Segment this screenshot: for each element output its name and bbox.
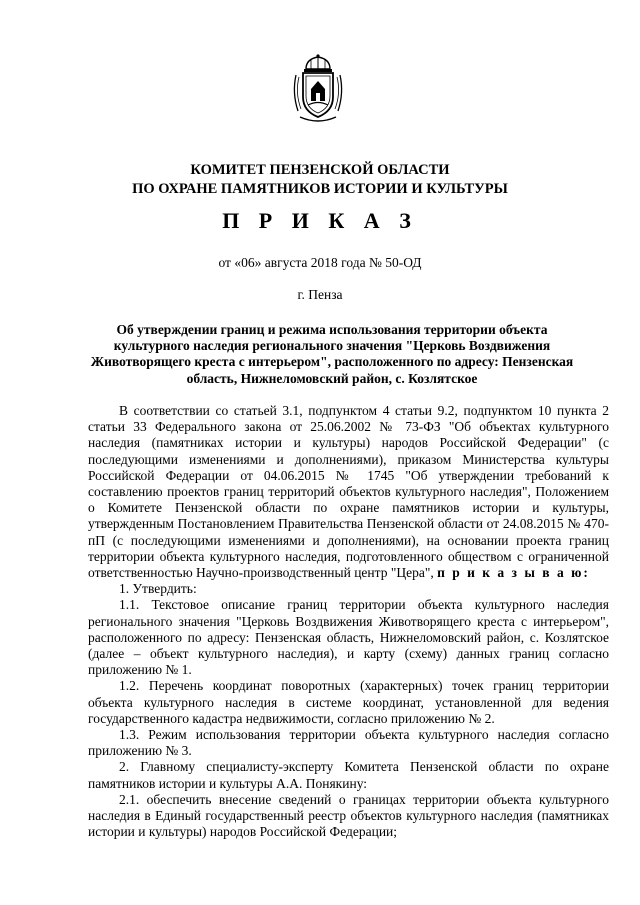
item-1-2: 1.2. Перечень координат поворотных (характерных) точек границ территории объекта культурного наследия в системе координат, установленной для ведения государственного кадастра недвижимости, согласно приложению № 2.: [88, 678, 609, 726]
item-1-1: 1.1. Текстовое описание границ территории объекта культурного наследия регионального значения "Церковь Воздвижения Животворящего креста с интерьером", расположенного по адресу: Пензенская область, Нижнеломовский район, с. Козлятское (далее – объект культурного наследия), и карту (схему) данных границ согласно приложению № 1.: [88, 597, 609, 678]
order-body: [88, 403, 609, 840]
item-2: 2. Главному специалисту-эксперту Комитета Пензенской области по охране памятников истории и культуры А.А. Понякину:: [88, 759, 609, 791]
date-and-number: от «06» августа 2018 года № 50-ОД: [218, 255, 422, 270]
item-2-1: 2.1. обеспечить внесение сведений о границах территории объекта культурного наследия в Единый государственный реестр объектов культурного наследия (памятниках истории и культуры) народов Российской Федерации;: [88, 791, 609, 840]
preamble-text: В соответствии со статьей 3.1, подпунктом 4 статьи 9.2, подпунктом 10 пункта 2 статьи 33 Федерального закона от 25.06.2002 № 73-ФЗ "Об объектах культурного наследия (памятниках истории и культуры) народов Российской Федерации" (с последующими изменениями и дополнениями), приказом Министерства культуры Российской Федерации от 04.06.2015 № 1745 "Об утверждении требований к составлению проектов границ территорий объектов культурного наследия", Положением о Комитете Пензенской области по охране памятников истории и культуры, утвержденным Постановлением Правительства Пензенской области от 24.08.2015 № 470-пП (с последующими изменениями и дополнениями), на основании проекта границ территории объекта культурного наследия, подготовленного обществом с ограниченной ответственностью Научно-производственный центр "Цера",: [88, 403, 609, 581]
committee-name-line2: ПО ОХРАНЕ ПАМЯТНИКОВ ИСТОРИИ И КУЛЬТУРЫ: [132, 181, 508, 197]
item-1-3: 1.3. Режим использования территории объекта культурного наследия согласно приложению № 3.: [88, 727, 609, 759]
document-type-title: П Р И К А З: [222, 208, 418, 233]
preamble-paragraph: [88, 403, 609, 581]
order-word: п р и к а з ы в а ю:: [437, 565, 590, 581]
order-subject: Об утверждении границ и режима использования территории объекта культурного наследия регионального значения "Церковь Воздвижения Животворящего креста с интерьером", расположенного по адресу: Пензенская область, Нижнеломовский район, с. Козлятское: [90, 322, 574, 386]
item-1: 1. Утвердить:: [119, 581, 197, 597]
coat-of-arms-emblem: [290, 53, 346, 125]
committee-name-line1: КОМИТЕТ ПЕНЗЕНСКОЙ ОБЛАСТИ: [190, 162, 450, 178]
city: г. Пенза: [297, 287, 343, 302]
